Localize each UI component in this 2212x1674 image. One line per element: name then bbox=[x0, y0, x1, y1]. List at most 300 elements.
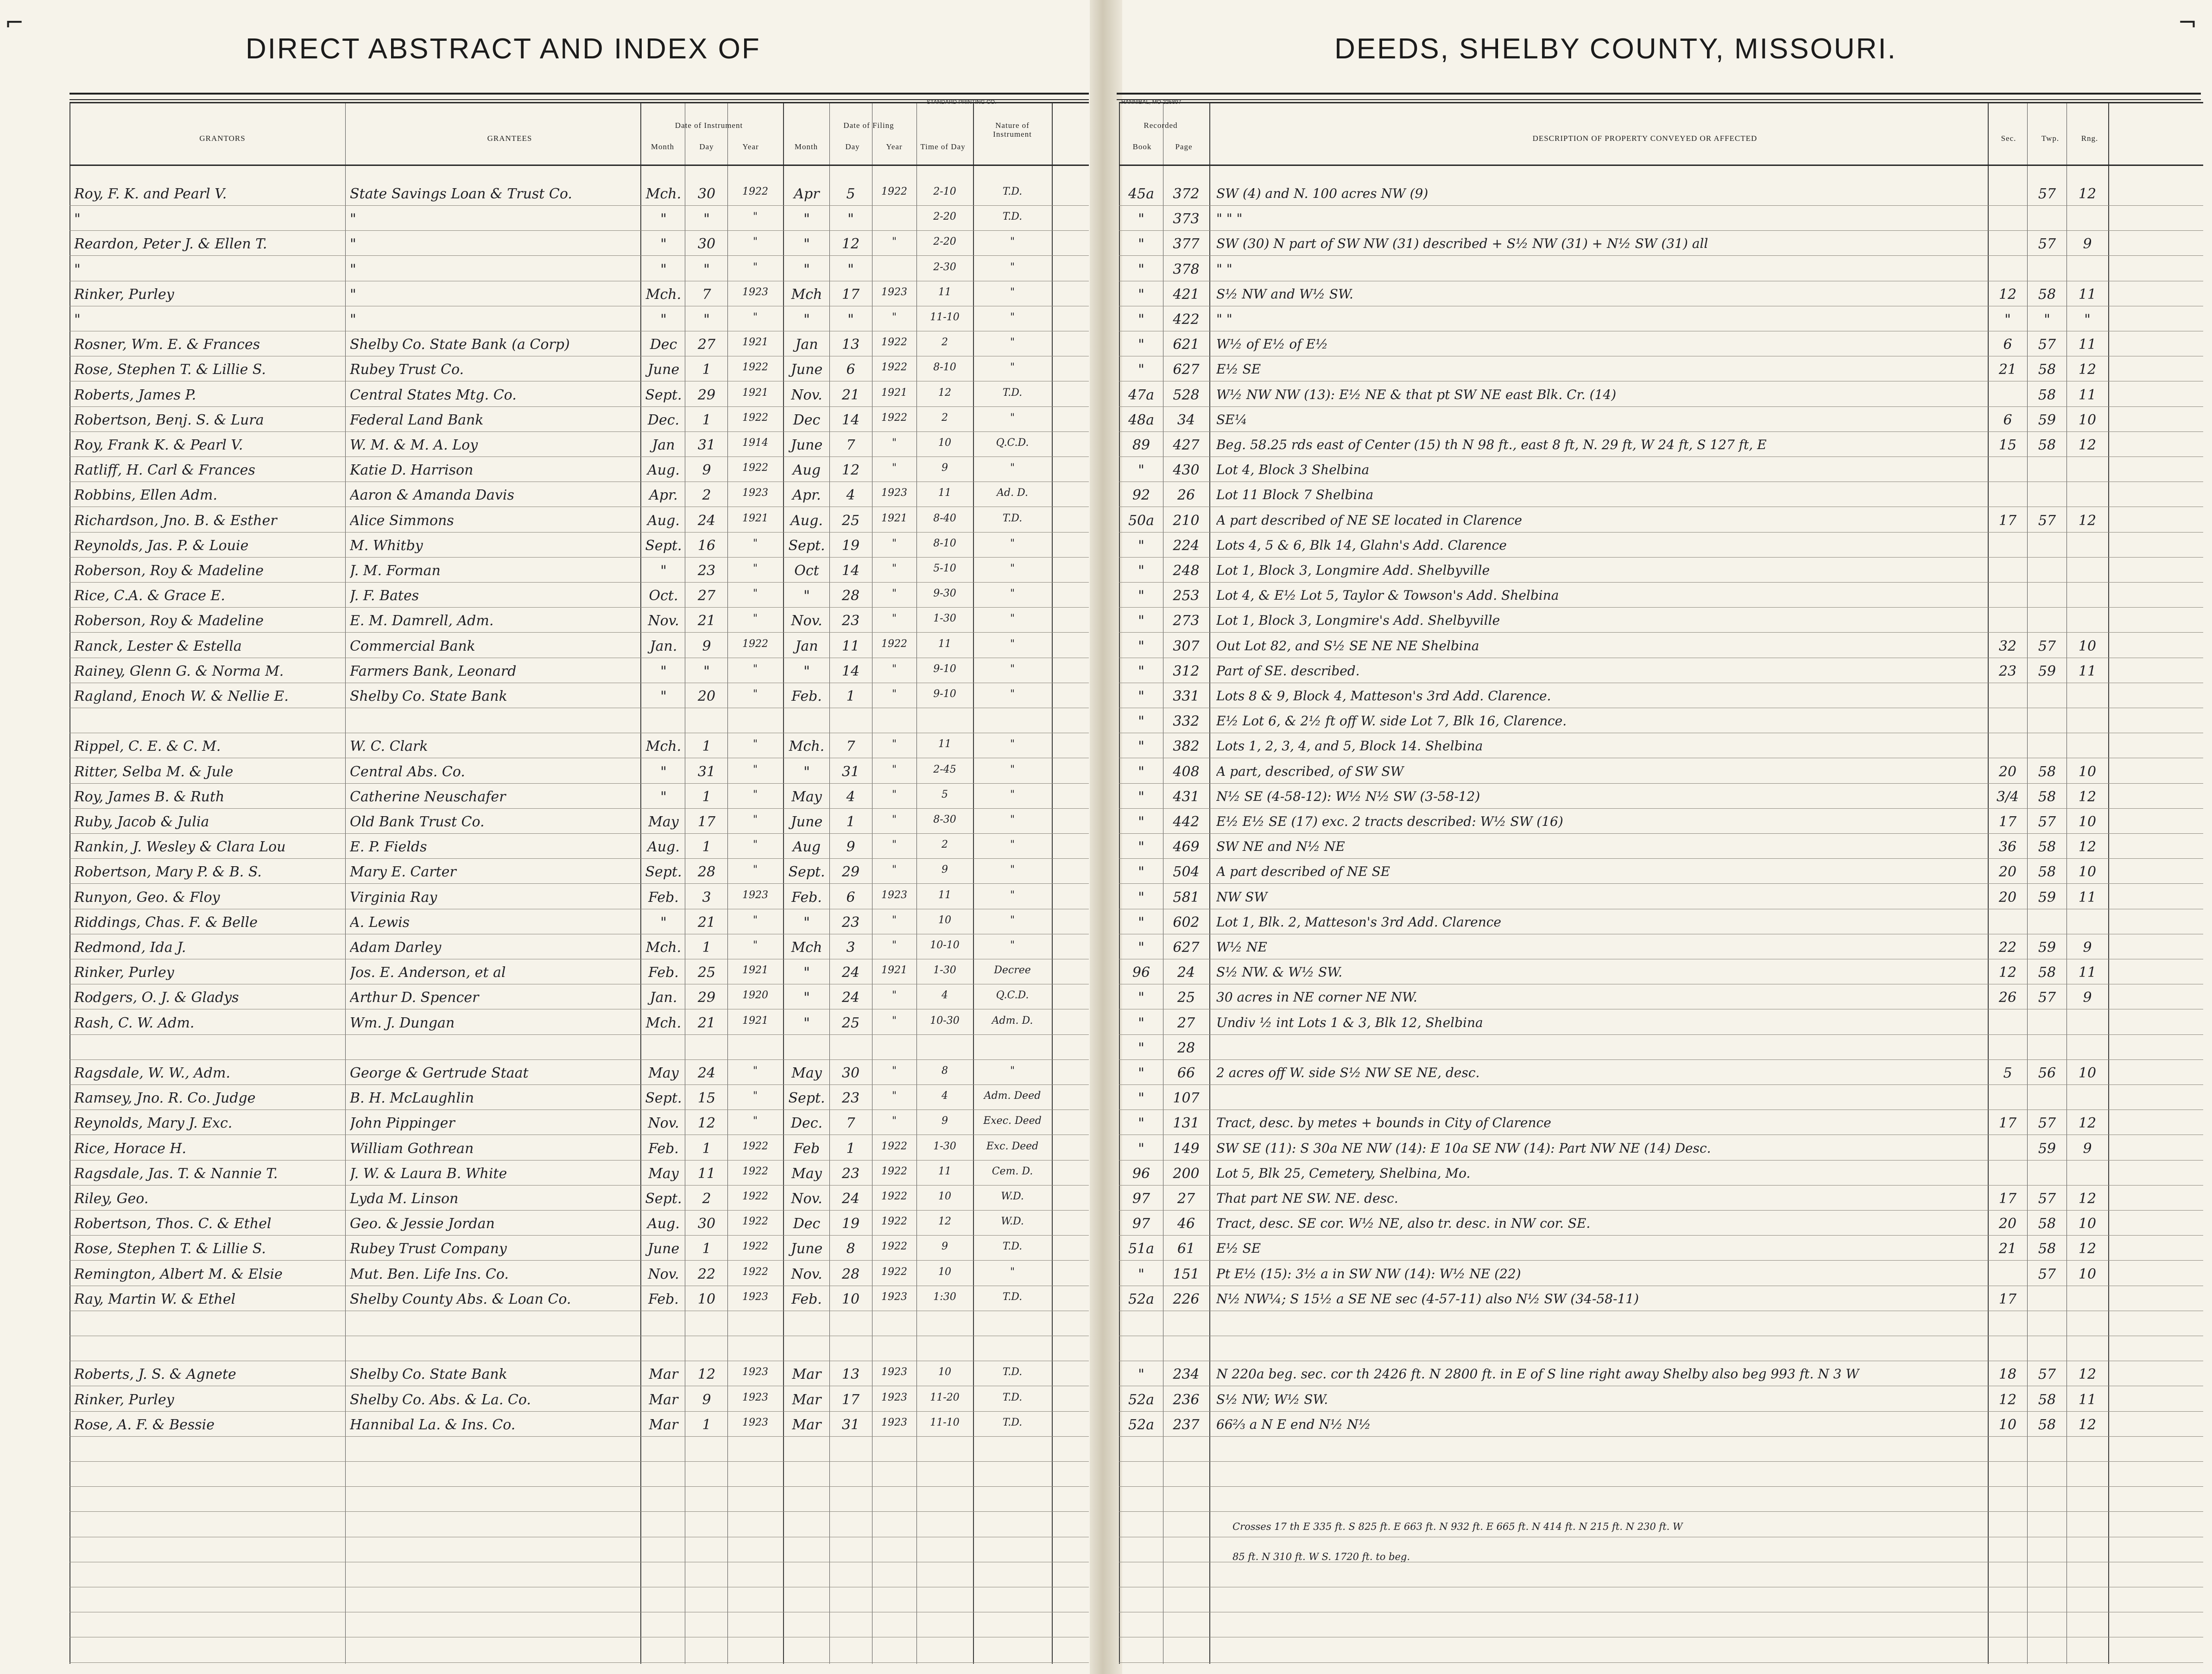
cell-time: 8-40 bbox=[933, 512, 956, 524]
cell-grantee: Virginia Ray bbox=[350, 889, 437, 906]
cell-im: " bbox=[660, 763, 667, 780]
cell-fd: 25 bbox=[841, 1015, 860, 1031]
cell-grantor: Rose, Stephen T. & Lillie S. bbox=[74, 361, 266, 378]
cell-twp: 57 bbox=[2038, 989, 2056, 1006]
cell-fy: 1922 bbox=[881, 1191, 907, 1202]
cell-book: " bbox=[1138, 839, 1144, 856]
ledger-line bbox=[1119, 808, 2203, 809]
cell-book: " bbox=[1138, 1140, 1144, 1157]
cell-time: 11 bbox=[938, 889, 951, 901]
cell-time: 10-10 bbox=[930, 939, 960, 951]
ledger-line bbox=[70, 582, 1089, 583]
cell-id: 31 bbox=[697, 763, 716, 780]
ledger-line bbox=[70, 205, 1089, 206]
cell-fd: 25 bbox=[841, 512, 860, 529]
cell-fy: 1922 bbox=[881, 1165, 907, 1177]
cell-im: Mar bbox=[649, 1416, 678, 1433]
cell-grantee: Alice Simmons bbox=[350, 512, 454, 529]
cell-sec: 3/4 bbox=[1996, 788, 2019, 805]
cell-grantor: Robbins, Ellen Adm. bbox=[74, 487, 217, 504]
cell-grantee: Rubey Trust Co. bbox=[350, 361, 464, 378]
cell-page: 61 bbox=[1177, 1241, 1195, 1257]
cell-id: 30 bbox=[697, 236, 716, 253]
cell-im: Sept. bbox=[645, 1090, 682, 1107]
cell-im: Sept. bbox=[645, 1191, 682, 1207]
cell-fy: " bbox=[891, 236, 897, 248]
table-row bbox=[0, 610, 2212, 633]
cell-twp: 58 bbox=[2038, 964, 2056, 981]
cell-fy: 1922 bbox=[881, 186, 907, 197]
cell-fm: Aug. bbox=[790, 512, 823, 529]
cell-nature: " bbox=[1010, 588, 1015, 600]
cell-nature: " bbox=[1010, 236, 1015, 248]
cell-nature: " bbox=[1010, 537, 1015, 549]
cell-time: 11-10 bbox=[930, 1416, 960, 1428]
cell-fy: " bbox=[891, 563, 897, 574]
col-file-day: Day bbox=[845, 142, 860, 151]
cell-im: " bbox=[660, 311, 667, 328]
cell-fd: 17 bbox=[841, 1391, 860, 1408]
cell-grantee: B. H. McLaughlin bbox=[350, 1090, 474, 1107]
cell-grantee: Aaron & Amanda Davis bbox=[350, 487, 514, 504]
cell-im: Aug. bbox=[647, 462, 680, 479]
cell-grantee: J. F. Bates bbox=[350, 588, 419, 604]
cell-sec: 17 bbox=[1998, 1191, 2017, 1207]
cell-grantor: Reynolds, Jas. P. & Louie bbox=[74, 537, 249, 554]
cell-page: 627 bbox=[1173, 939, 1200, 956]
cell-grantee: E. M. Damrell, Adm. bbox=[350, 613, 494, 629]
cell-im: Nov. bbox=[648, 1266, 679, 1282]
cell-rng: 10 bbox=[2078, 638, 2097, 654]
cell-id: 27 bbox=[697, 336, 716, 353]
cell-nature: " bbox=[1010, 613, 1015, 625]
cell-fd: 24 bbox=[841, 1191, 860, 1207]
cell-iy: 1923 bbox=[742, 1291, 768, 1303]
cell-nature: " bbox=[1010, 1266, 1015, 1278]
cell-nature: Q.C.D. bbox=[996, 989, 1029, 1002]
cell-fy: 1922 bbox=[881, 1266, 907, 1278]
cell-rng: 11 bbox=[2078, 286, 2097, 303]
cell-fd: 7 bbox=[846, 437, 855, 453]
ledger-line bbox=[1119, 205, 2203, 206]
cell-page: 24 bbox=[1177, 964, 1195, 981]
cell-grantee: Commercial Bank bbox=[350, 638, 475, 654]
cell-grantee: John Pippinger bbox=[350, 1115, 455, 1132]
cell-desc: A part described of NE SE bbox=[1216, 864, 1390, 880]
cell-desc: Pt E½ (15): 3½ a in SW NW (14): W½ NE (22) bbox=[1216, 1266, 1521, 1281]
cell-id: 28 bbox=[697, 864, 716, 881]
cell-id: 1 bbox=[702, 412, 711, 428]
cell-im: Mch. bbox=[645, 738, 682, 755]
cell-im: " bbox=[660, 563, 667, 579]
cell-grantor: Riddings, Chas. F. & Belle bbox=[74, 914, 258, 931]
cell-im: Mar bbox=[649, 1391, 678, 1408]
cell-iy: 1923 bbox=[742, 1391, 768, 1403]
cell-id: 25 bbox=[697, 964, 716, 981]
cell-desc: S½ NW. & W½ SW. bbox=[1216, 964, 1343, 980]
cell-grantor: Ragsdale, W. W., Adm. bbox=[74, 1065, 230, 1081]
table-row bbox=[0, 284, 2212, 307]
cell-page: 248 bbox=[1173, 563, 1200, 579]
cell-id: 2 bbox=[702, 487, 711, 504]
cell-fd: 24 bbox=[841, 989, 860, 1006]
table-row bbox=[0, 535, 2212, 558]
cell-grantee: Wm. J. Dungan bbox=[350, 1015, 455, 1031]
cell-fm: May bbox=[791, 1065, 822, 1081]
cell-id: 9 bbox=[702, 638, 711, 654]
cell-grantor: " bbox=[74, 211, 81, 228]
cell-grantor: Robertson, Mary P. & B. S. bbox=[74, 864, 262, 881]
cell-grantor: Redmond, Ida J. bbox=[74, 939, 186, 956]
cell-grantor: Reardon, Peter J. & Ellen T. bbox=[74, 236, 267, 253]
cell-nature: " bbox=[1010, 563, 1015, 574]
cell-grantor: Ranck, Lester & Estella bbox=[74, 638, 242, 654]
cell-fy: 1921 bbox=[881, 387, 907, 399]
cell-im: Nov. bbox=[648, 613, 679, 629]
cell-iy: 1922 bbox=[742, 1241, 768, 1253]
cell-twp: 57 bbox=[2038, 512, 2056, 529]
cell-grantee: Arthur D. Spencer bbox=[350, 989, 479, 1006]
cell-page: 25 bbox=[1177, 989, 1195, 1006]
cell-time: 12 bbox=[938, 387, 951, 399]
cell-grantee: Lyda M. Linson bbox=[350, 1191, 459, 1207]
cell-fm: Aug bbox=[792, 462, 821, 479]
cell-id: 12 bbox=[697, 1115, 716, 1132]
cell-im: Sept. bbox=[645, 537, 682, 554]
cell-fm: " bbox=[803, 261, 810, 278]
cell-book: " bbox=[1138, 286, 1144, 303]
cell-fd: 5 bbox=[846, 186, 855, 202]
cell-fy: 1923 bbox=[881, 286, 907, 298]
cell-im: Feb. bbox=[648, 964, 679, 981]
cell-fd: 23 bbox=[841, 914, 860, 931]
cell-fd: 13 bbox=[841, 336, 860, 353]
cell-desc: SE¼ bbox=[1216, 412, 1247, 427]
cell-time: 2 bbox=[942, 336, 948, 349]
cell-id: 23 bbox=[697, 563, 716, 579]
cell-fy: 1922 bbox=[881, 1241, 907, 1253]
cell-grantor: Rainey, Glenn G. & Norma M. bbox=[74, 663, 284, 679]
cell-grantee: William Gothrean bbox=[350, 1140, 474, 1157]
cell-iy: " bbox=[752, 939, 758, 951]
cell-book: 45a bbox=[1128, 186, 1155, 202]
cell-page: 602 bbox=[1173, 914, 1200, 931]
ledger-line bbox=[1119, 833, 2203, 834]
table-row bbox=[0, 912, 2212, 935]
cell-twp: 59 bbox=[2038, 939, 2056, 956]
cell-fd: 21 bbox=[841, 387, 860, 403]
cell-time: 9-30 bbox=[933, 588, 956, 600]
ledger-line bbox=[70, 1662, 1089, 1663]
cell-sec: 20 bbox=[1998, 763, 2017, 780]
cell-id: " bbox=[703, 663, 710, 679]
cell-book: " bbox=[1138, 1090, 1144, 1107]
cell-im: Aug. bbox=[647, 1216, 680, 1232]
table-row bbox=[0, 334, 2212, 357]
cell-desc: Lot 1, Block 3, Longmire's Add. Shelbyville bbox=[1216, 613, 1500, 628]
cell-page: 528 bbox=[1173, 387, 1200, 403]
cell-page: 373 bbox=[1173, 211, 1200, 228]
ledger-line bbox=[1119, 607, 2203, 608]
col-time-of-day: Time of Day bbox=[920, 142, 966, 151]
cell-grantor: Robertson, Thos. C. & Ethel bbox=[74, 1216, 272, 1232]
cell-time: 11-20 bbox=[930, 1391, 960, 1403]
cell-page: 151 bbox=[1173, 1266, 1200, 1282]
cell-rng: 10 bbox=[2078, 412, 2097, 428]
table-row bbox=[0, 1414, 2212, 1437]
cell-page: 621 bbox=[1173, 336, 1200, 353]
cell-rng: 10 bbox=[2078, 1216, 2097, 1232]
cell-rng: 12 bbox=[2078, 1115, 2097, 1132]
cell-iy: 1922 bbox=[742, 186, 768, 197]
table-row bbox=[0, 761, 2212, 784]
ledger-line bbox=[1119, 557, 2203, 558]
cell-grantor: Ragsdale, Jas. T. & Nannie T. bbox=[74, 1165, 278, 1182]
cell-fd: 1 bbox=[846, 688, 855, 704]
cell-im: Apr. bbox=[649, 487, 678, 504]
ledger-line bbox=[1119, 431, 2203, 432]
table-row bbox=[0, 259, 2212, 282]
left-page-title: DIRECT ABSTRACT AND INDEX OF bbox=[246, 33, 761, 65]
cell-id: 16 bbox=[697, 537, 716, 554]
table-row bbox=[0, 1238, 2212, 1261]
cell-fm: Mar bbox=[792, 1391, 822, 1408]
cell-iy: 1922 bbox=[742, 1216, 768, 1228]
cell-im: " bbox=[660, 663, 667, 679]
cell-sec: 17 bbox=[1998, 1291, 2017, 1307]
cell-time: 1-30 bbox=[933, 1140, 956, 1152]
cell-im: Dec. bbox=[647, 412, 680, 428]
cell-iy: " bbox=[752, 738, 758, 750]
table-row bbox=[0, 1112, 2212, 1135]
cell-desc: E½ SE bbox=[1216, 361, 1261, 377]
cell-sec: 21 bbox=[1998, 1241, 2017, 1257]
cell-time: 8-10 bbox=[933, 537, 956, 549]
cell-id: 12 bbox=[697, 1366, 716, 1383]
cell-fm: Mch bbox=[791, 286, 822, 303]
cell-nature: T.D. bbox=[1002, 186, 1023, 197]
cell-time: 2-20 bbox=[933, 211, 956, 223]
roberts-description-continued: 85 ft. N 310 ft. W S. 1720 ft. to beg. bbox=[1232, 1551, 1410, 1562]
right-page-title: DEEDS, SHELBY COUNTY, MISSOURI. bbox=[1334, 33, 1897, 65]
table-row bbox=[0, 409, 2212, 432]
cell-nature: " bbox=[1010, 939, 1015, 951]
table-row bbox=[0, 384, 2212, 407]
ledger-line bbox=[70, 230, 1089, 231]
cell-page: 224 bbox=[1173, 537, 1200, 554]
cell-page: 131 bbox=[1173, 1115, 1200, 1132]
cell-sec: 10 bbox=[1998, 1416, 2017, 1433]
cell-id: " bbox=[703, 261, 710, 278]
cell-grantee: Katie D. Harrison bbox=[350, 462, 474, 479]
cell-iy: " bbox=[752, 563, 758, 574]
col-grantees: GRANTEES bbox=[487, 134, 532, 143]
cell-id: 24 bbox=[697, 512, 716, 529]
ledger-line bbox=[70, 532, 1089, 533]
cell-time: 8 bbox=[942, 1065, 948, 1077]
cell-twp: 57 bbox=[2038, 336, 2056, 353]
cell-iy: " bbox=[752, 1090, 758, 1102]
cell-im: Mch. bbox=[645, 939, 682, 956]
cell-im: Mch. bbox=[645, 1015, 682, 1031]
cell-fm: Oct bbox=[794, 563, 819, 579]
cell-rng: 12 bbox=[2078, 361, 2097, 378]
cell-im: June bbox=[647, 1241, 680, 1257]
cell-twp: 58 bbox=[2038, 763, 2056, 780]
cell-desc: " " bbox=[1216, 261, 1232, 277]
cell-id: 31 bbox=[697, 437, 716, 453]
cell-fm: June bbox=[790, 361, 823, 378]
cell-desc: N½ SE (4-58-12): W½ N½ SW (3-58-12) bbox=[1216, 788, 1480, 804]
cell-desc: " " " bbox=[1216, 211, 1243, 227]
cell-grantor: Ritter, Selba M. & Jule bbox=[74, 763, 234, 780]
cell-book: " bbox=[1138, 688, 1144, 704]
cell-nature: Adm. D. bbox=[992, 1015, 1033, 1027]
cell-nature: Adm. Deed bbox=[984, 1090, 1041, 1102]
cell-time: 10 bbox=[938, 1266, 951, 1278]
cell-grantee: Jos. E. Anderson, et al bbox=[350, 964, 506, 981]
ledger-line bbox=[70, 1461, 1089, 1462]
cell-desc: SW (30) N part of SW NW (31) described + S½ NW (31) + N½ SW (31) all bbox=[1216, 236, 1708, 252]
cell-page: 312 bbox=[1173, 663, 1200, 679]
cell-grantee: State Savings Loan & Trust Co. bbox=[350, 186, 572, 202]
cell-fy: 1921 bbox=[881, 964, 907, 976]
cell-im: " bbox=[660, 788, 667, 805]
cell-rng: 11 bbox=[2078, 964, 2097, 981]
cell-fy: 1923 bbox=[881, 1391, 907, 1403]
cell-grantor: Rankin, J. Wesley & Clara Lou bbox=[74, 839, 286, 856]
cell-time: 11-10 bbox=[930, 311, 960, 323]
col-inst-year: Year bbox=[742, 142, 759, 151]
cell-time: 10 bbox=[938, 1191, 951, 1202]
col-book: Book bbox=[1132, 142, 1152, 151]
cell-fm: May bbox=[791, 788, 822, 805]
printer-mark: HANNIBAL, MO 225897 bbox=[1121, 99, 1182, 105]
cell-id: 29 bbox=[697, 989, 716, 1006]
cell-page: 226 bbox=[1173, 1291, 1200, 1307]
cell-fy: " bbox=[891, 1115, 897, 1127]
cell-fd: 11 bbox=[841, 638, 860, 654]
cell-fm: Sept. bbox=[788, 537, 825, 554]
cell-time: 12 bbox=[938, 1216, 951, 1228]
cell-page: 442 bbox=[1173, 814, 1200, 830]
table-row bbox=[0, 233, 2212, 256]
cell-nature: Q.C.D. bbox=[996, 437, 1029, 449]
cell-iy: 1920 bbox=[742, 989, 768, 1002]
ledger-line bbox=[70, 1486, 1089, 1487]
cell-twp: 58 bbox=[2038, 387, 2056, 403]
cell-rng: 11 bbox=[2078, 1391, 2097, 1408]
cell-fm: Dec bbox=[793, 1216, 821, 1232]
table-row bbox=[0, 1163, 2212, 1186]
cell-iy: " bbox=[752, 688, 758, 700]
cell-desc: S½ NW; W½ SW. bbox=[1216, 1391, 1328, 1407]
cell-nature: " bbox=[1010, 1065, 1015, 1077]
cell-fy: " bbox=[891, 914, 897, 926]
cell-time: 9 bbox=[942, 1241, 948, 1253]
cell-grantee: Adam Darley bbox=[350, 939, 442, 956]
cell-id: 1 bbox=[702, 839, 711, 856]
cell-time: 4 bbox=[942, 1090, 948, 1102]
cell-fm: " bbox=[803, 1015, 810, 1031]
cell-grantee: W. C. Clark bbox=[350, 738, 428, 755]
cell-rng: 10 bbox=[2078, 864, 2097, 881]
table-row bbox=[0, 459, 2212, 482]
table-row bbox=[0, 359, 2212, 382]
cell-id: 1 bbox=[702, 1416, 711, 1433]
cell-page: 210 bbox=[1173, 512, 1200, 529]
cell-fm: Jan bbox=[795, 336, 818, 353]
cell-book: 51a bbox=[1128, 1241, 1155, 1257]
cell-page: 200 bbox=[1173, 1165, 1200, 1182]
cell-page: 66 bbox=[1177, 1065, 1195, 1081]
cell-book: 97 bbox=[1132, 1216, 1150, 1232]
cell-grantor: Runyon, Geo. & Floy bbox=[74, 889, 220, 906]
ledger-line bbox=[70, 1059, 1089, 1060]
cell-iy: 1922 bbox=[742, 361, 768, 374]
cell-book: " bbox=[1138, 613, 1144, 629]
cell-fm: " bbox=[803, 914, 810, 931]
cell-time: 5-10 bbox=[933, 563, 956, 574]
cell-nature: " bbox=[1010, 788, 1015, 800]
cell-book: " bbox=[1138, 1040, 1144, 1056]
cell-iy: " bbox=[752, 914, 758, 926]
table-row bbox=[0, 1389, 2212, 1412]
cell-grantee: Central Abs. Co. bbox=[350, 763, 465, 780]
cell-page: 28 bbox=[1177, 1040, 1195, 1056]
cell-fd: 12 bbox=[841, 462, 860, 479]
table-row bbox=[0, 861, 2212, 884]
cell-book: 96 bbox=[1132, 1165, 1150, 1182]
col-inst-day: Day bbox=[699, 142, 714, 151]
cell-book: " bbox=[1138, 638, 1144, 654]
cell-fy: " bbox=[891, 788, 897, 800]
cell-grantor: Ratliff, H. Carl & Frances bbox=[74, 462, 255, 479]
cell-book: " bbox=[1138, 788, 1144, 805]
cell-twp: 57 bbox=[2038, 236, 2056, 253]
table-row bbox=[0, 685, 2212, 709]
cell-page: 469 bbox=[1173, 839, 1200, 856]
cell-fy: 1923 bbox=[881, 487, 907, 499]
cell-iy: 1922 bbox=[742, 1140, 768, 1152]
cell-fd: 14 bbox=[841, 663, 860, 679]
cell-nature: T.D. bbox=[1002, 512, 1023, 524]
cell-im: " bbox=[660, 236, 667, 253]
cell-im: " bbox=[660, 261, 667, 278]
cell-page: 237 bbox=[1173, 1416, 1200, 1433]
cell-im: " bbox=[660, 211, 667, 228]
cell-id: 11 bbox=[697, 1165, 716, 1182]
cell-grantor: Roy, Frank K. & Pearl V. bbox=[74, 437, 243, 453]
cell-time: 11 bbox=[938, 738, 951, 750]
cell-book: 52a bbox=[1128, 1416, 1155, 1433]
cell-id: 1 bbox=[702, 1140, 711, 1157]
table-row bbox=[0, 836, 2212, 859]
cell-fy: " bbox=[891, 462, 897, 474]
cell-sec: 23 bbox=[1998, 663, 2017, 679]
cell-fy: 1922 bbox=[881, 638, 907, 650]
cell-grantor: Roberson, Roy & Madeline bbox=[74, 563, 264, 579]
cell-id: 1 bbox=[702, 939, 711, 956]
table-row bbox=[0, 1138, 2212, 1161]
cell-iy: 1921 bbox=[742, 387, 768, 399]
cell-iy: " bbox=[752, 814, 758, 825]
cell-fy: " bbox=[891, 939, 897, 951]
table-row bbox=[0, 1037, 2212, 1060]
cell-fm: Mar bbox=[792, 1366, 822, 1383]
cell-grantor: Robertson, Benj. S. & Lura bbox=[74, 412, 264, 428]
table-row bbox=[0, 309, 2212, 332]
